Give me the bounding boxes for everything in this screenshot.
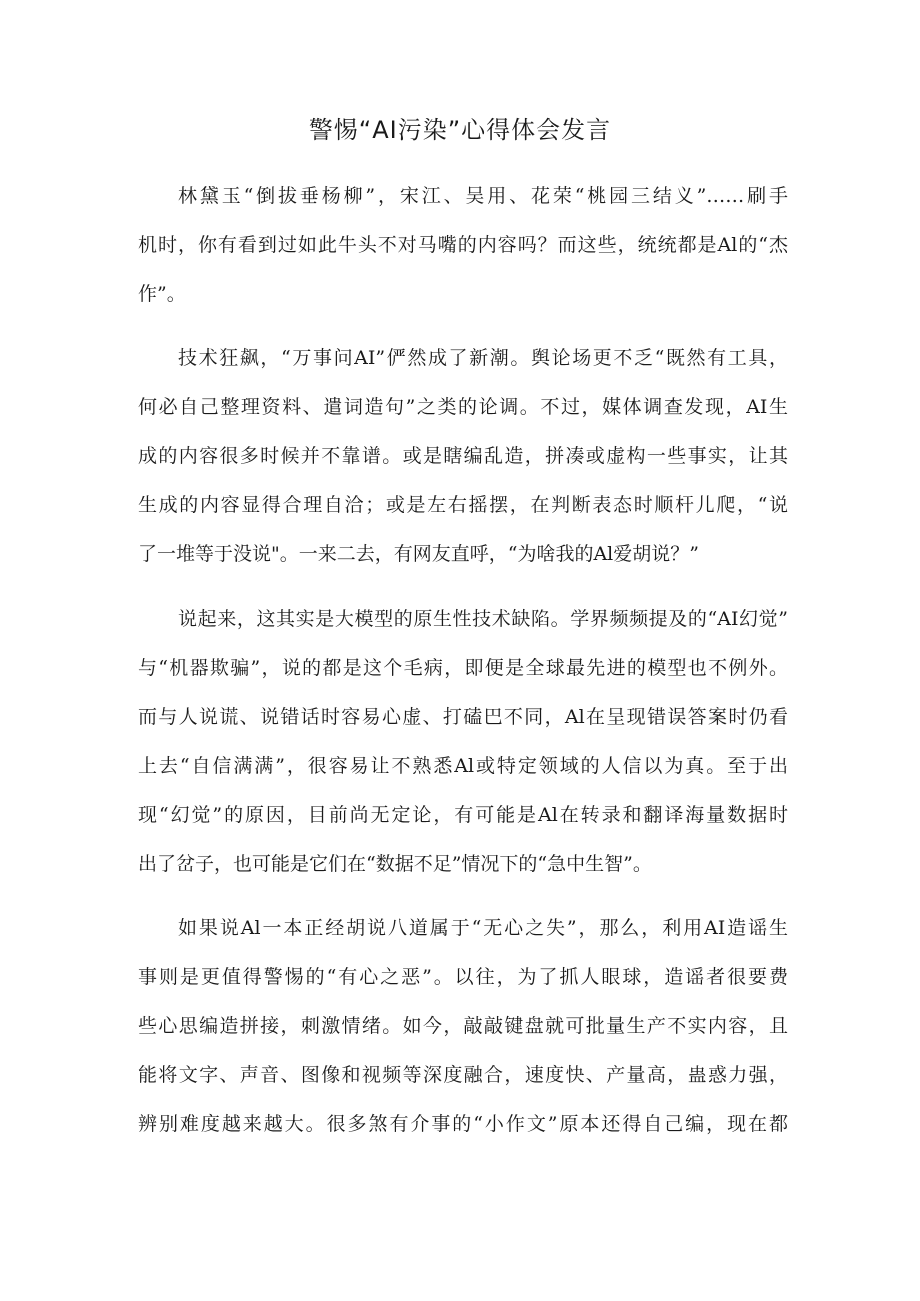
paragraph-3-line-3: 而与人说谎、说错话时容易心虚、打磕巴不同，Al在呈现错误答案时仍看 [138,706,788,728]
paragraph-4-line-1: 如果说Al一本正经胡说八道属于“无心之失”，那么，利用AI造谣生 [178,917,788,939]
paragraph-4-line-3: 些心思编造拼接，刺激情绪。如今，敲敲键盘就可批量生产不实内容，且 [138,1015,788,1037]
paragraph-3-line-6: 出了岔子，也可能是它们在“数据不足”情况下的“急中生智”。 [138,853,652,875]
paragraph-2-line-1: 技术狂飙，“万事问AI”俨然成了新潮。舆论场更不乏“既然有工具， [178,347,788,369]
paragraph-2-line-3: 成的内容很多时候并不靠谱。或是瞎编乱造，拼凑或虚构一些事实，让其 [138,445,788,467]
paragraph-3-line-5: 现“幻觉”的原因，目前尚无定论，有可能是Al在转录和翻译海量数据时 [138,804,788,826]
paragraph-1-line-3: 作”。 [138,283,186,305]
paragraph-1-line-1: 林黛玉“倒拔垂杨柳”，宋江、吴用、花荣“桃园三结义”……刷手 [178,185,788,207]
paragraph-3-line-2: 与“机器欺骗”，说的都是这个毛病，即便是全球最先进的模型也不例外。 [138,657,788,679]
paragraph-4-line-4: 能将文字、声音、图像和视频等深度融合，速度快、产量高，蛊惑力强， [138,1064,788,1086]
paragraph-2-line-2: 何必自己整理资料、遣词造句”之类的论调。不过，媒体调查发现，AI生 [138,396,788,418]
paragraph-3-line-1: 说起来，这其实是大模型的原生性技术缺陷。学界频频提及的“AI幻觉” [178,608,788,630]
paragraph-4-line-5: 辨别难度越来越大。很多煞有介事的“小作文”原本还得自己编，现在都 [138,1113,788,1135]
paragraph-2-line-4: 生成的内容显得合理自洽；或是左右摇摆，在判断表态时顺杆儿爬，“说 [138,494,788,516]
paragraph-1-line-2: 机时，你有看到过如此牛头不对马嘴的内容吗？而这些，统统都是Al的“杰 [138,234,788,256]
paragraph-4-line-2: 事则是更值得警惕的“有心之恶”。以往，为了抓人眼球，造谣者很要费 [138,966,788,988]
paragraph-3-line-4: 上去“自信满满”，很容易让不熟悉Al或特定领域的人信以为真。至于出 [138,755,788,777]
document-title: 警惕“AI污染”心得体会发言 [308,116,612,144]
paragraph-2-line-5: 了一堆等于没说"。一来二去，有网友直呼，“为啥我的Al爱胡说？” [138,543,699,565]
